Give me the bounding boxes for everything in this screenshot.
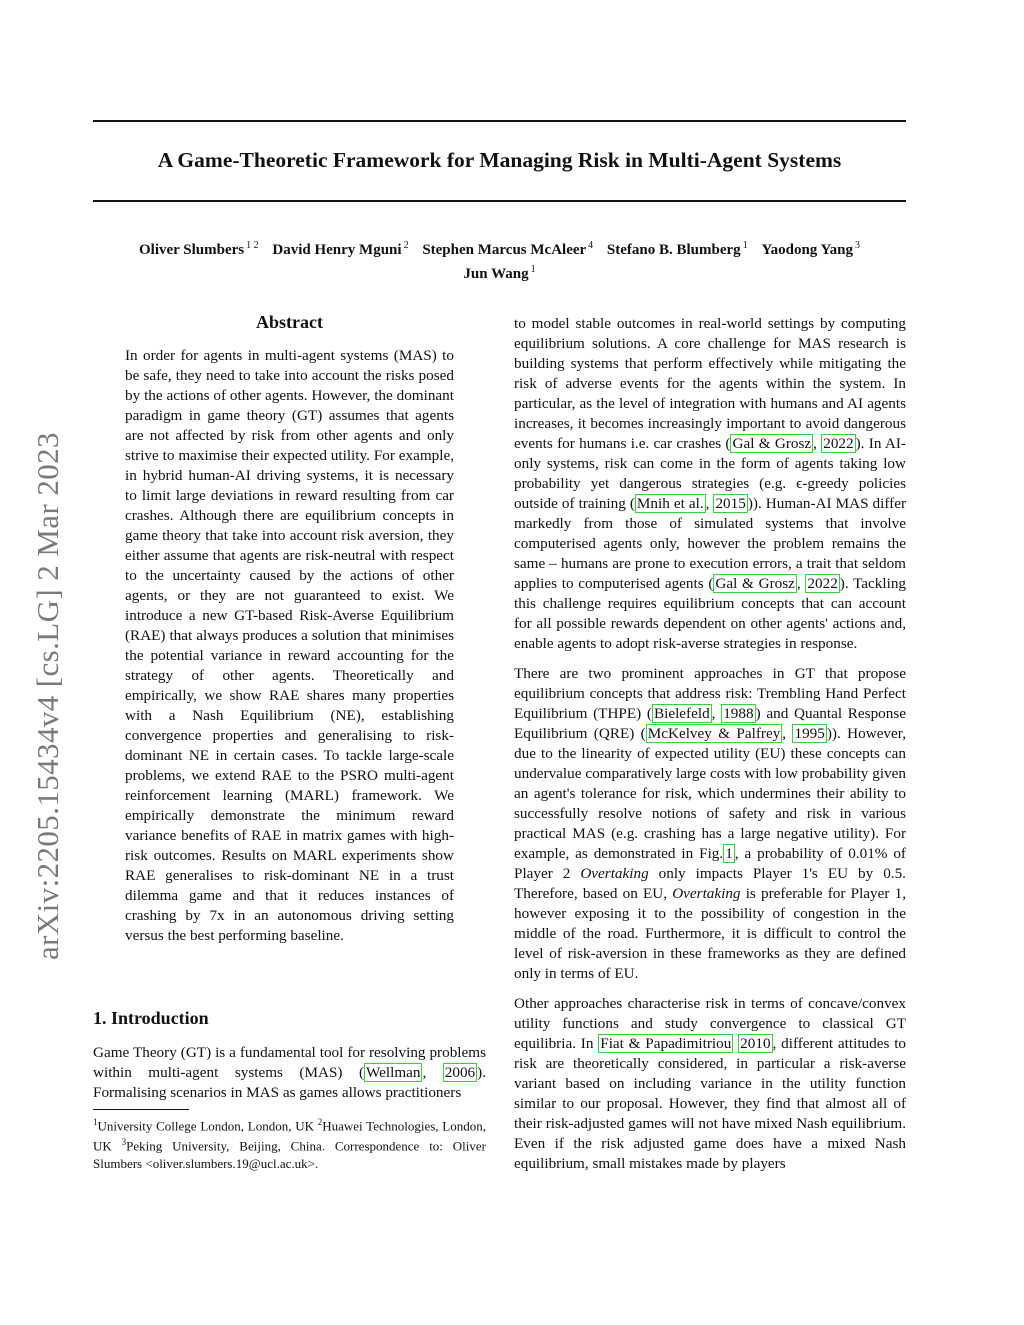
text-run: to model stable outcomes in real-world settings by computing equilibrium solutions. A core challenge for MAS research is building systems that perform effectively while mitigating the risk of adverse events for the agents within the system. In particular, as the level of integration with humans and AI agents increases, it becomes increasingly important to avoid dangerous events for humans i.e. car crashes ( [514, 315, 906, 452]
author-name: Stefano B. Blumberg [606, 242, 741, 258]
body-paragraph [514, 994, 906, 1174]
text-run: ). In AI-only systems, risk can come in the form of agents taking low probability yet dangerous strategies (e.g. ϵ-greedy policies outside of training ( [514, 435, 906, 512]
citation-link[interactable]: Gal & Grosz [732, 435, 812, 452]
author [139, 242, 259, 258]
author-name: Yaodong Yang [761, 242, 853, 258]
citation-link[interactable]: Bielefeld [654, 705, 710, 722]
citation-link[interactable]: 1988 [723, 705, 754, 722]
arxiv-identifier: arXiv:2205.15434v4 [cs.LG] 2 Mar 2023 [30, 432, 65, 960]
text-run: , a probability of 0.01% of Player 2 [514, 845, 906, 882]
author-affiliation: 2 [403, 240, 409, 251]
text-run: ) and Quantal Response Equilibrium (QRE) ( [514, 705, 907, 742]
citation-link[interactable]: Mnih et al. [636, 495, 704, 512]
paper-title: A Game-Theoretic Framework for Managing Risk in Multi-Agent Systems [157, 148, 842, 172]
author-list [93, 236, 906, 284]
abstract-text: In order for agents in multi-agent systems (MAS) to be safe, they need to take into account the risks posed by the actions of other agents. However, the dominant paradigm in game theory (GT) assumes that agents are not affected by risk from other agents and only strive to maximise their expected utility. For example, in hybrid human-AI driving systems, it is necessary to limit large deviations in reward resulting from car crashes. Although there are equilibrium concepts in game theory that take into account risk aversion, they either assume that agents are risk-neutral with respect to the uncertainty caused by the actions of other agents, or they are not guaranteed to exist. We introduce a new GT-based Risk-Averse Equilibrium (RAE) that always produces a solution that minimises the potential variance in reward accounting for the strategy of other agents. Theoretically and empirically, we show RAE shares many properties with a Nash Equilibrium (NE), establishing convergence properties and generalising to risk-dominant NE in certain cases. To tackle large-scale problems, we extend RAE to the PSRO multi-agent reinforcement learning (MARL) framework. We empirically demonstrate the minimum reward variance benefits of RAE in matrix games with high-risk outcomes. Results on MARL experiments show RAE generalises to risk-dominant NE in a trust dilemma game and that it reduces instances of crashing by 7x in an autonomous driving setting versus the best performing baseline. [125, 347, 454, 944]
author-name: Oliver Slumbers [138, 242, 245, 258]
text-run: ). Formalising scenarios in MAS as games allows practitioners [93, 1064, 486, 1101]
right-column [514, 314, 906, 1184]
text-run: Other approaches characterise risk in terms of concave/convex utility functions and study convergence to classical GT equilibria. In [514, 995, 906, 1052]
citation-link[interactable]: 2006 [444, 1064, 476, 1081]
author-affiliation: 1 [742, 240, 748, 251]
text-run: )). Human-AI MAS differ markedly from those of simulated systems that involve computerised agents only, however the problem remains the same – humans are prone to execution errors, a trait that seldom applies to computerised agents ( [514, 495, 906, 592]
body-paragraph [514, 664, 906, 984]
text-run: , [782, 725, 793, 742]
affiliation-footnote [93, 1114, 486, 1172]
author-affiliation: 3 [855, 240, 860, 251]
author [463, 266, 535, 282]
author-affiliation: 4 [588, 240, 594, 251]
author [761, 242, 860, 258]
text-run: , [813, 435, 822, 452]
text-run: , [422, 1064, 443, 1081]
title-rule-bottom [93, 200, 906, 202]
author-name: Jun Wang [463, 266, 529, 282]
text-run: , different attitudes to risk are theoretically considered, in particular a risk-averse variant based on including variance in the utility function similar to our proposal. However, they find that almost all of their risk-adjusted games will not have mixed Nash equilibrium. Even if the risk adjusted game does have a mixed Nash equilibrium, small mistakes made by players [514, 1035, 907, 1172]
introduction-heading: 1. Introduction [93, 1008, 209, 1028]
introduction-paragraph [93, 1043, 486, 1103]
text-run: ). Tackling this challenge requires equilibrium concepts that can account for all possible rewards dependent on other agents' actions and, enable agents to adopt risk-averse strategies in response. [514, 575, 907, 652]
text-run: There are two prominent approaches in GT that propose equilibrium concepts that address risk: Trembling Hand Perfect Equilibrium (THPE) ( [514, 665, 906, 722]
citation-link[interactable]: 2022 [807, 575, 838, 592]
citation-link[interactable]: 2015 [715, 495, 746, 512]
citation-link[interactable]: Wellman [366, 1064, 421, 1081]
text-run: )). However, due to the linearity of expected utility (EU) these concepts can undervalue comparatively large costs with low probability given an agent's tolerance for risk, which undermines their ability to successfully resolve notions of safety and risk in various practical MAS (e.g. crashing has a large negative utility). For example, as demonstrated in Fig. [514, 725, 907, 862]
author [272, 242, 408, 258]
citation-link[interactable]: McKelvey & Palfrey [647, 725, 781, 742]
author-name: David Henry Mguni [272, 242, 402, 258]
citation-link[interactable]: 1995 [794, 725, 825, 742]
citation-link[interactable]: 2010 [740, 1035, 771, 1052]
figure-link[interactable]: 1 [725, 845, 733, 862]
citation-link[interactable]: 2022 [823, 435, 854, 452]
footnote-mark: 3 [121, 1137, 127, 1148]
author [422, 242, 593, 258]
footnote-rule [93, 1109, 189, 1110]
title-rule-top [93, 120, 906, 122]
text-run: , [711, 705, 722, 722]
author-name: Stephen Marcus McAleer [422, 242, 587, 258]
author [607, 242, 748, 258]
abstract-heading: Abstract [256, 312, 323, 332]
text-run: Peking University, Beijing, China. Correspondence to: Oliver Slumbers <oliver.slumbers.19@ucl.ac.uk>. [93, 1138, 486, 1171]
emphasis: Overtaking [580, 865, 649, 882]
text-run: , [796, 575, 806, 592]
text-run: Game Theory (GT) is a fundamental tool for resolving problems within multi-agent systems (MAS) ( [93, 1044, 486, 1081]
text-run: University College London, London, UK [97, 1118, 318, 1134]
footnote-mark: 1 [93, 1117, 98, 1127]
text-run: Huawei Technologies, London, UK [93, 1118, 486, 1154]
text-run: is preferable for Player 1, however exposing it to the possibility of congestion in the middle of the road. Furthermore, it is difficult to control the level of risk-aversion in these frameworks as they are defined only in terms of EU. [514, 885, 907, 982]
citation-link[interactable]: Fiat & Papadimitriou [600, 1035, 732, 1052]
author-affiliation: 1 2 [246, 240, 259, 251]
text-run: , [705, 495, 714, 512]
body-paragraph [514, 314, 906, 654]
citation-link[interactable]: Gal & Grosz [715, 575, 795, 592]
author-affiliation: 1 [530, 264, 536, 275]
footnote-mark: 2 [317, 1117, 323, 1127]
emphasis: Overtaking [672, 885, 741, 902]
text-run: only impacts Player 1's EU by 0.5. Therefore, based on EU, [514, 865, 906, 902]
